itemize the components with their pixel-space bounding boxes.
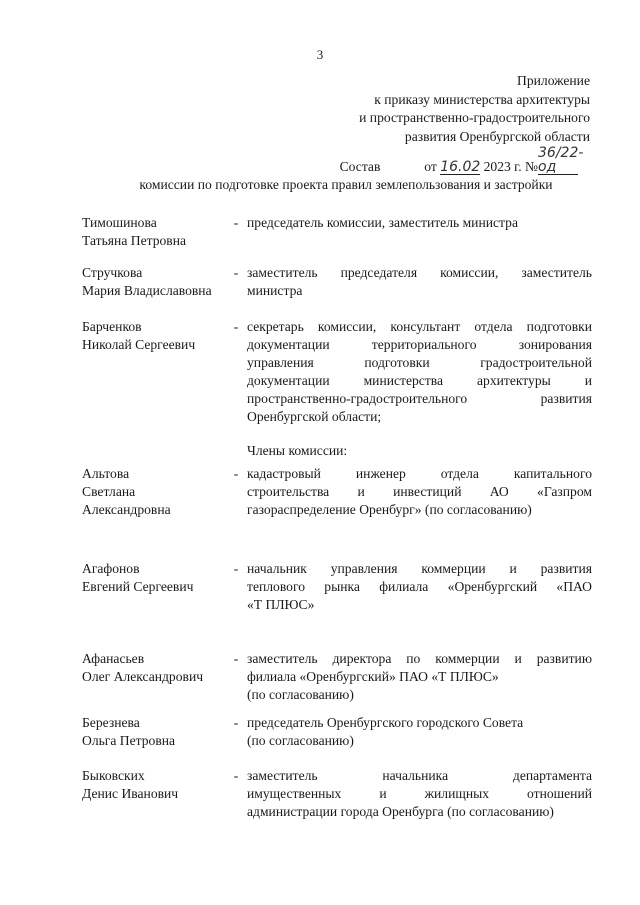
member-name (82, 560, 225, 614)
member-role (247, 650, 592, 704)
member-surname: Барченков (82, 319, 142, 334)
member-surname: Тимошинова (82, 215, 157, 230)
role-line: (по согласованию) (247, 733, 354, 748)
role-line: секретарь комиссии, консультант отдела подготовки (247, 319, 592, 334)
date-prefix: от (424, 159, 437, 174)
member-row (82, 465, 592, 519)
member-surname: Стручкова (82, 265, 143, 280)
appendix-line-1: Приложение (517, 73, 590, 88)
member-given-names: Николай Сергеевич (82, 337, 196, 352)
role-line: кадастровый инженер отдела капитального (247, 466, 592, 481)
role-line: газораспределение Оренбург» (по согласованию) (247, 502, 532, 517)
role-line: пространственно-градостроительного развития (247, 391, 592, 406)
member-given-names: Татьяна Петровна (82, 233, 187, 248)
role-line: Оренбургской области; (247, 409, 382, 424)
dash-separator: - (233, 319, 239, 334)
member-row (82, 650, 592, 704)
role-line: заместитель начальника департамента (247, 768, 592, 783)
member-surname: Альтова (82, 466, 130, 481)
member-surname: Афанасьев (82, 651, 145, 666)
member-given-names: Денис Иванович (82, 786, 179, 801)
member-given-names: Светлана (82, 484, 136, 499)
member-role (247, 714, 592, 750)
member-name (82, 650, 225, 704)
order-year: 2023 г. № (483, 159, 538, 174)
role-line: министра (247, 283, 303, 298)
appendix-line-3: и пространственно-градостроительного (359, 110, 590, 125)
role-line: заместитель директора по коммерции и развитию (247, 651, 592, 666)
role-line: «Т ПЛЮС» (247, 597, 315, 612)
member-name (82, 714, 225, 750)
member-row (82, 264, 592, 300)
member-role (247, 465, 592, 519)
member-given-names: Ольга Петровна (82, 733, 176, 748)
handwritten-order-number: 36/22-од (538, 145, 584, 175)
role-line: председатель комиссии, заместитель министра (247, 215, 518, 230)
members-heading: Члены комиссии: (247, 443, 348, 458)
dash-separator: - (233, 651, 239, 666)
role-line: строительства и инвестиций АО «Газпром (247, 484, 592, 499)
appendix-line-2: к приказу министерства архитектуры (374, 91, 590, 107)
member-row (82, 318, 592, 426)
member-surname: Агафонов (82, 561, 140, 576)
document-title (0, 158, 640, 194)
member-name (82, 465, 225, 519)
member-name (82, 318, 225, 426)
dash-separator: - (233, 215, 239, 230)
member-given-names: Олег Александрович (82, 669, 204, 684)
role-line: администрации города Оренбурга (по согласованию) (247, 804, 554, 819)
member-role (247, 318, 592, 426)
member-name (82, 767, 225, 821)
member-row (82, 767, 592, 821)
dash-separator: - (233, 265, 239, 280)
member-surname: Березнева (82, 715, 140, 730)
role-line: председатель Оренбургского городского Совета (247, 715, 524, 730)
member-given-names: Евгений Сергеевич (82, 579, 194, 594)
role-line: документации министерства архитектуры и (247, 373, 592, 388)
member-given-names: Мария Владиславовна (82, 283, 212, 298)
role-line: имущественных и жилищных отношений (247, 786, 592, 801)
member-row (82, 714, 592, 750)
member-role (247, 560, 592, 614)
role-line: филиала «Оренбургский» ПАО «Т ПЛЮС» (247, 669, 499, 684)
role-line: теплового рынка филиала «Оренбургский «ПАО (247, 579, 592, 594)
dash-separator: - (233, 466, 239, 481)
role-line: начальник управления коммерции и развития (247, 561, 592, 576)
dash-separator: - (233, 561, 239, 576)
member-row (82, 214, 592, 250)
title-line-2: комиссии по подготовке проекта правил землепользования и застройки (139, 177, 553, 192)
appendix-line-4: развития Оренбургской области (404, 128, 590, 144)
role-line: управления подготовки градостроительной (247, 355, 592, 370)
member-row (82, 560, 592, 614)
member-name (82, 214, 225, 250)
role-line: (по согласованию) (247, 687, 354, 702)
dash-separator: - (233, 715, 239, 730)
member-surname: Быковских (82, 768, 145, 783)
role-line: документации территориального зонирования (247, 337, 592, 352)
role-line: заместитель председателя комиссии, заместитель (247, 265, 592, 280)
member-name (82, 264, 225, 300)
handwritten-date: 16.02 (440, 159, 481, 175)
member-patronymic: Александровна (82, 502, 171, 517)
page-number: 3 (316, 47, 324, 62)
member-role (247, 264, 592, 300)
dash-separator: - (233, 768, 239, 783)
member-role (247, 767, 592, 821)
title-line-1: Состав (339, 159, 381, 174)
member-role (247, 214, 592, 250)
